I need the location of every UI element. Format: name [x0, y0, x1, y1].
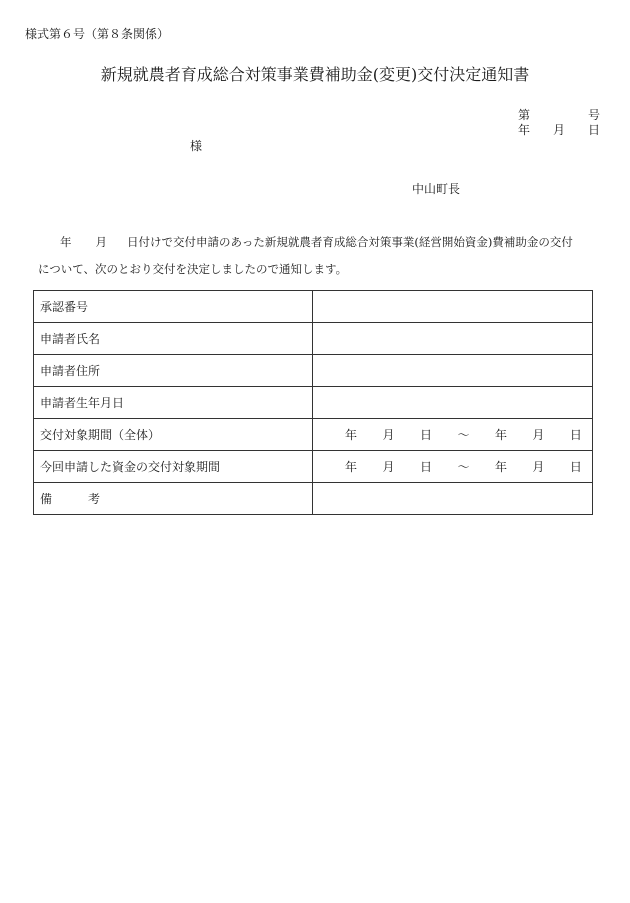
applicant-address-value — [313, 355, 593, 387]
application-month-label: 月 — [95, 235, 107, 249]
current-period-value — [313, 451, 593, 483]
period-start-day: 日 — [419, 460, 432, 474]
period-start-day: 日 — [419, 428, 432, 442]
table-row — [34, 291, 593, 323]
period-end-month: 月 — [532, 428, 545, 442]
document-number-go: 号 — [587, 108, 600, 122]
applicant-name-value — [313, 323, 593, 355]
period-start-month: 月 — [382, 428, 395, 442]
notice-body — [38, 229, 598, 283]
period-tilde: ～ — [457, 460, 470, 474]
period-start-month: 月 — [382, 460, 395, 474]
applicant-address-label: 申請者住所 — [34, 355, 313, 387]
table-row — [34, 387, 593, 419]
period-end-year: 年 — [494, 428, 507, 442]
period-tilde: ～ — [457, 428, 470, 442]
period-end-year: 年 — [494, 460, 507, 474]
total-period-label: 交付対象期間（全体） — [34, 419, 313, 451]
applicant-birthdate-label: 申請者生年月日 — [34, 387, 313, 419]
table-row — [34, 355, 593, 387]
issuer-name: 中山町長 — [412, 182, 461, 196]
total-period-value — [313, 419, 593, 451]
applicant-birthdate-value — [313, 387, 593, 419]
document-number-block — [518, 108, 600, 138]
approval-number-label: 承認番号 — [34, 291, 313, 323]
period-end-month: 月 — [532, 460, 545, 474]
application-year-label: 年 — [60, 235, 72, 249]
issue-month-label: 月 — [552, 123, 565, 137]
period-start-year: 年 — [345, 428, 358, 442]
form-number: 様式第６号（第８条関係） — [25, 27, 170, 41]
remarks-label: 備 考 — [34, 483, 313, 515]
notice-body-line-1 — [38, 229, 598, 256]
table-row — [34, 451, 593, 483]
current-period-label: 今回申請した資金の交付対象期間 — [34, 451, 313, 483]
notice-body-line-2: について、次のとおり交付を決定しましたので通知します。 — [38, 262, 348, 276]
addressee-honorific: 様 — [190, 139, 203, 153]
table-row — [34, 419, 593, 451]
period-end-day: 日 — [569, 428, 582, 442]
period-end-day: 日 — [569, 460, 582, 474]
notice-body-text-1: 日付けで交付申請のあった新規就農者育成総合対策事業(経営開始資金)費補助金の交付 — [127, 235, 573, 249]
applicant-name-label: 申請者氏名 — [34, 323, 313, 355]
issue-day-label: 日 — [587, 123, 600, 137]
document-title: 新規就農者育成総合対策事業費補助金(変更)交付決定通知書 — [100, 65, 530, 84]
document-number-dai: 第 — [518, 108, 531, 122]
table-row — [34, 323, 593, 355]
remarks-value — [313, 483, 593, 515]
grant-info-table — [33, 290, 593, 515]
approval-number-value — [313, 291, 593, 323]
table-row — [34, 483, 593, 515]
period-start-year: 年 — [345, 460, 358, 474]
issue-year-label: 年 — [518, 123, 531, 137]
